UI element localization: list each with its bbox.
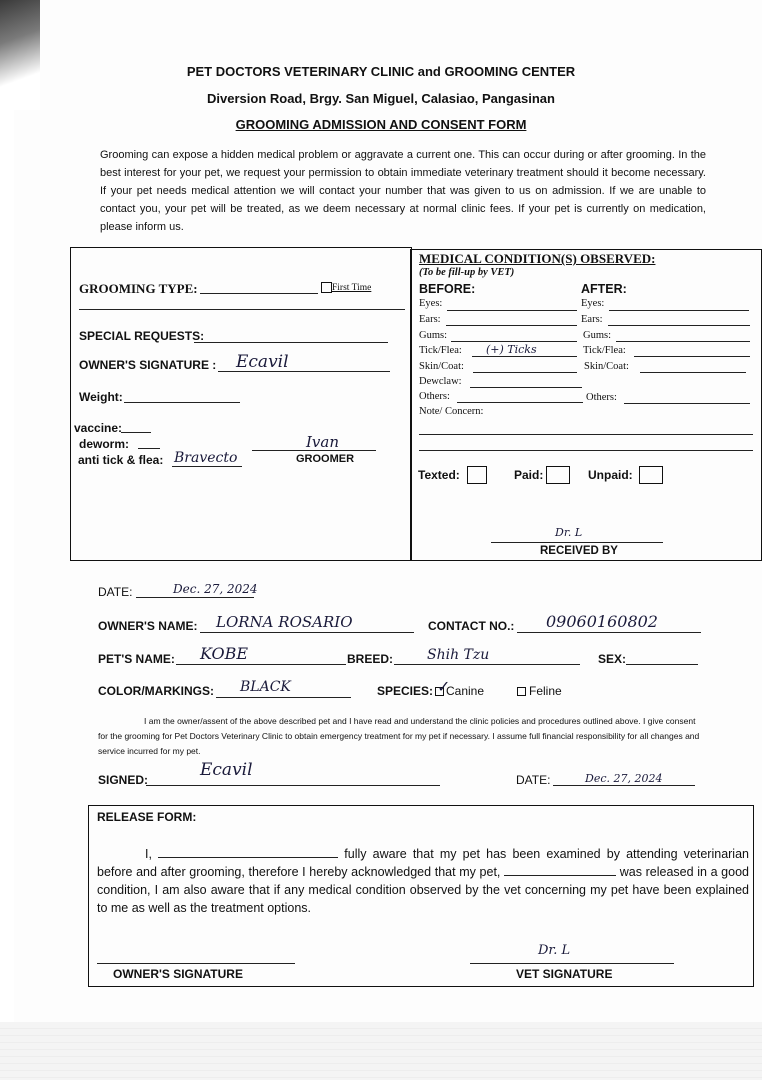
owner-name-label: OWNER'S NAME: (98, 619, 198, 633)
before-tickflea-label: Tick/Flea: (419, 345, 462, 356)
owner-release-signature-line[interactable] (97, 963, 295, 964)
vet-signature-line[interactable] (470, 963, 674, 964)
before-ears-line[interactable] (446, 325, 577, 326)
sex-line[interactable] (626, 664, 698, 665)
breed-line[interactable] (394, 664, 580, 665)
deworm-line[interactable] (138, 448, 160, 449)
texted-checkbox[interactable] (467, 466, 487, 484)
release-title: RELEASE FORM: (97, 810, 197, 824)
date-label: DATE: (98, 585, 133, 599)
color-line[interactable] (216, 697, 351, 698)
unpaid-label: Unpaid: (588, 468, 633, 482)
after-ears-label: Ears: (581, 314, 603, 325)
grooming-type-line[interactable] (200, 293, 318, 294)
grooming-type-label: GROOMING TYPE: (79, 281, 198, 296)
contact-label: CONTACT NO.: (428, 619, 515, 633)
after-eyes-label: Eyes: (581, 298, 605, 309)
paid-checkbox[interactable] (546, 466, 570, 484)
before-skin-label: Skin/Coat: (419, 361, 464, 372)
date-line[interactable] (136, 597, 254, 598)
contact-line[interactable] (517, 632, 701, 633)
received-by-line[interactable] (491, 542, 663, 543)
weight-line[interactable] (124, 402, 240, 403)
deworm-label: deworm: (79, 437, 130, 451)
owner-name-handwriting: LORNA ROSARIO (216, 613, 353, 631)
contact-handwriting: 09060160802 (546, 612, 658, 631)
after-tickflea-label: Tick/Flea: (583, 345, 626, 356)
signed-date-label: DATE: (516, 773, 551, 787)
note-line-1[interactable] (419, 434, 753, 435)
color-handwriting: BLACK (240, 679, 291, 695)
vaccine-label: vaccine: (74, 421, 123, 435)
note-line-2[interactable] (419, 450, 753, 451)
owner-name-line[interactable] (200, 632, 414, 633)
release-text-3: was released in a good condition, I am also aware that if any medical condition observed by the vet concerning my pet have been explained to me as well as the treatment options. (97, 865, 749, 915)
before-gums-line[interactable] (451, 341, 577, 342)
canine-check-mark: ✓ (437, 679, 451, 696)
signed-line[interactable] (146, 785, 440, 786)
release-pet-line[interactable] (504, 863, 616, 876)
paper-edge (0, 1022, 762, 1080)
after-skin-label: Skin/Coat: (584, 361, 629, 372)
vet-signature-label: VET SIGNATURE (516, 967, 613, 981)
pet-name-line[interactable] (176, 664, 346, 665)
species-label: SPECIES: (377, 684, 434, 698)
clinic-name: PET DOCTORS VETERINARY CLINIC and GROOMING CENTER (186, 64, 576, 79)
texted-label: Texted: (418, 468, 460, 482)
canine-label: Canine (446, 684, 485, 698)
note-concern-label: Note/ Concern: (419, 406, 484, 417)
intro-text: Grooming can expose a hidden medical problem or aggravate a current one. This can occur during or after grooming. In the best interest for your pet, we request your permission to obtain immediate veterinary treatment should it become necessary. If your pet needs medical attention we will contact your number that was given to us on admission. If we are unable to contact you, your pet will be treated, as we deem necessary at normal clinic fees. If your pet is currently on medication, please inform us. (100, 149, 706, 233)
signed-label: SIGNED: (98, 773, 149, 787)
pet-name-handwriting: KOBE (200, 644, 249, 663)
grooming-type-line-2[interactable] (79, 309, 405, 310)
signed-date-handwriting: Dec. 27, 2024 (585, 772, 663, 785)
after-tickflea-line[interactable] (634, 356, 750, 357)
anti-tick-handwriting: Bravecto (174, 450, 238, 466)
before-tickflea-line[interactable] (472, 356, 577, 357)
sex-label: SEX: (598, 652, 627, 666)
release-text-1: I, (145, 847, 152, 861)
release-owner-line[interactable] (158, 845, 338, 858)
clinic-address: Diversion Road, Brgy. San Miguel, Calasiao, Pangasinan (207, 91, 555, 106)
medical-condition-title: MEDICAL CONDITION(S) OBSERVED: (419, 251, 656, 266)
before-eyes-label: Eyes: (419, 298, 443, 309)
first-time-checkbox[interactable] (321, 282, 332, 293)
after-label: AFTER: (581, 282, 627, 296)
signed-date-line[interactable] (553, 785, 695, 786)
groomer-handwriting: Ivan (306, 433, 340, 451)
before-skin-line[interactable] (473, 372, 577, 373)
first-time-label: First Time (332, 283, 372, 293)
after-skin-line[interactable] (640, 372, 746, 373)
before-others-line[interactable] (457, 402, 583, 403)
after-gums-label: Gums: (583, 330, 612, 341)
received-by-handwriting: Dr. L (555, 526, 583, 539)
anti-tick-label: anti tick & flea: (78, 453, 164, 467)
received-by-label: RECEIVED BY (540, 545, 618, 557)
after-others-line[interactable] (624, 403, 750, 404)
anti-tick-line[interactable] (172, 466, 242, 467)
feline-label: Feline (529, 684, 562, 698)
after-others-label: Others: (586, 392, 617, 403)
owner-release-signature-label: OWNER'S SIGNATURE (113, 967, 243, 981)
before-others-label: Others: (419, 391, 450, 402)
before-eyes-line[interactable] (447, 310, 577, 311)
before-label: BEFORE: (419, 282, 476, 296)
tick-flea-handwriting: (+) Ticks (486, 343, 537, 356)
vet-signature-handwriting: Dr. L (538, 943, 571, 958)
feline-checkbox[interactable] (517, 687, 526, 696)
color-label: COLOR/MARKINGS: (98, 684, 214, 698)
vet-subtitle: (To be fill-up by VET) (419, 267, 515, 278)
groomer-line[interactable] (252, 450, 376, 451)
after-gums-line[interactable] (616, 341, 750, 342)
pet-name-label: PET'S NAME: (98, 652, 175, 666)
weight-label: Weight: (79, 390, 123, 404)
paid-label: Paid: (514, 468, 544, 482)
before-ears-label: Ears: (419, 314, 441, 325)
before-dewclaw-line[interactable] (470, 387, 582, 388)
owner-signature-label: OWNER'S SIGNATURE : (79, 358, 217, 372)
release-text-2: fully aware that my pet has been examined by attending veterinarian before and after grooming, therefore I hereby acknowledged that my pet, (97, 847, 749, 879)
vaccine-line[interactable] (121, 432, 151, 433)
breed-handwriting: Shih Tzu (427, 647, 490, 663)
release-paragraph (97, 845, 749, 917)
groomer-label: GROOMER (296, 453, 355, 465)
form-title: GROOMING ADMISSION AND CONSENT FORM (235, 117, 527, 132)
special-requests-line[interactable] (194, 342, 388, 343)
special-requests-label: SPECIAL REQUESTS: (79, 329, 205, 343)
owner-signature-handwriting: Ecavil (236, 352, 289, 372)
before-dewclaw-label: Dewclaw: (419, 376, 462, 387)
after-ears-line[interactable] (608, 325, 750, 326)
unpaid-checkbox[interactable] (639, 466, 663, 484)
consent-text: I am the owner/assent of the above described pet and I have read and understand the clinic policies and procedures outlined above. I give consent for the grooming for Pet Doctors Veterinary Clinic to obtain emergency treatment for my pet if necessary. I assume full financial responsibility for all changes and service incurred for my pet. (98, 716, 700, 756)
after-eyes-line[interactable] (609, 310, 749, 311)
date-handwriting: Dec. 27, 2024 (173, 582, 258, 596)
breed-label: BREED: (347, 652, 394, 666)
before-gums-label: Gums: (419, 330, 448, 341)
signed-handwriting: Ecavil (200, 760, 253, 780)
